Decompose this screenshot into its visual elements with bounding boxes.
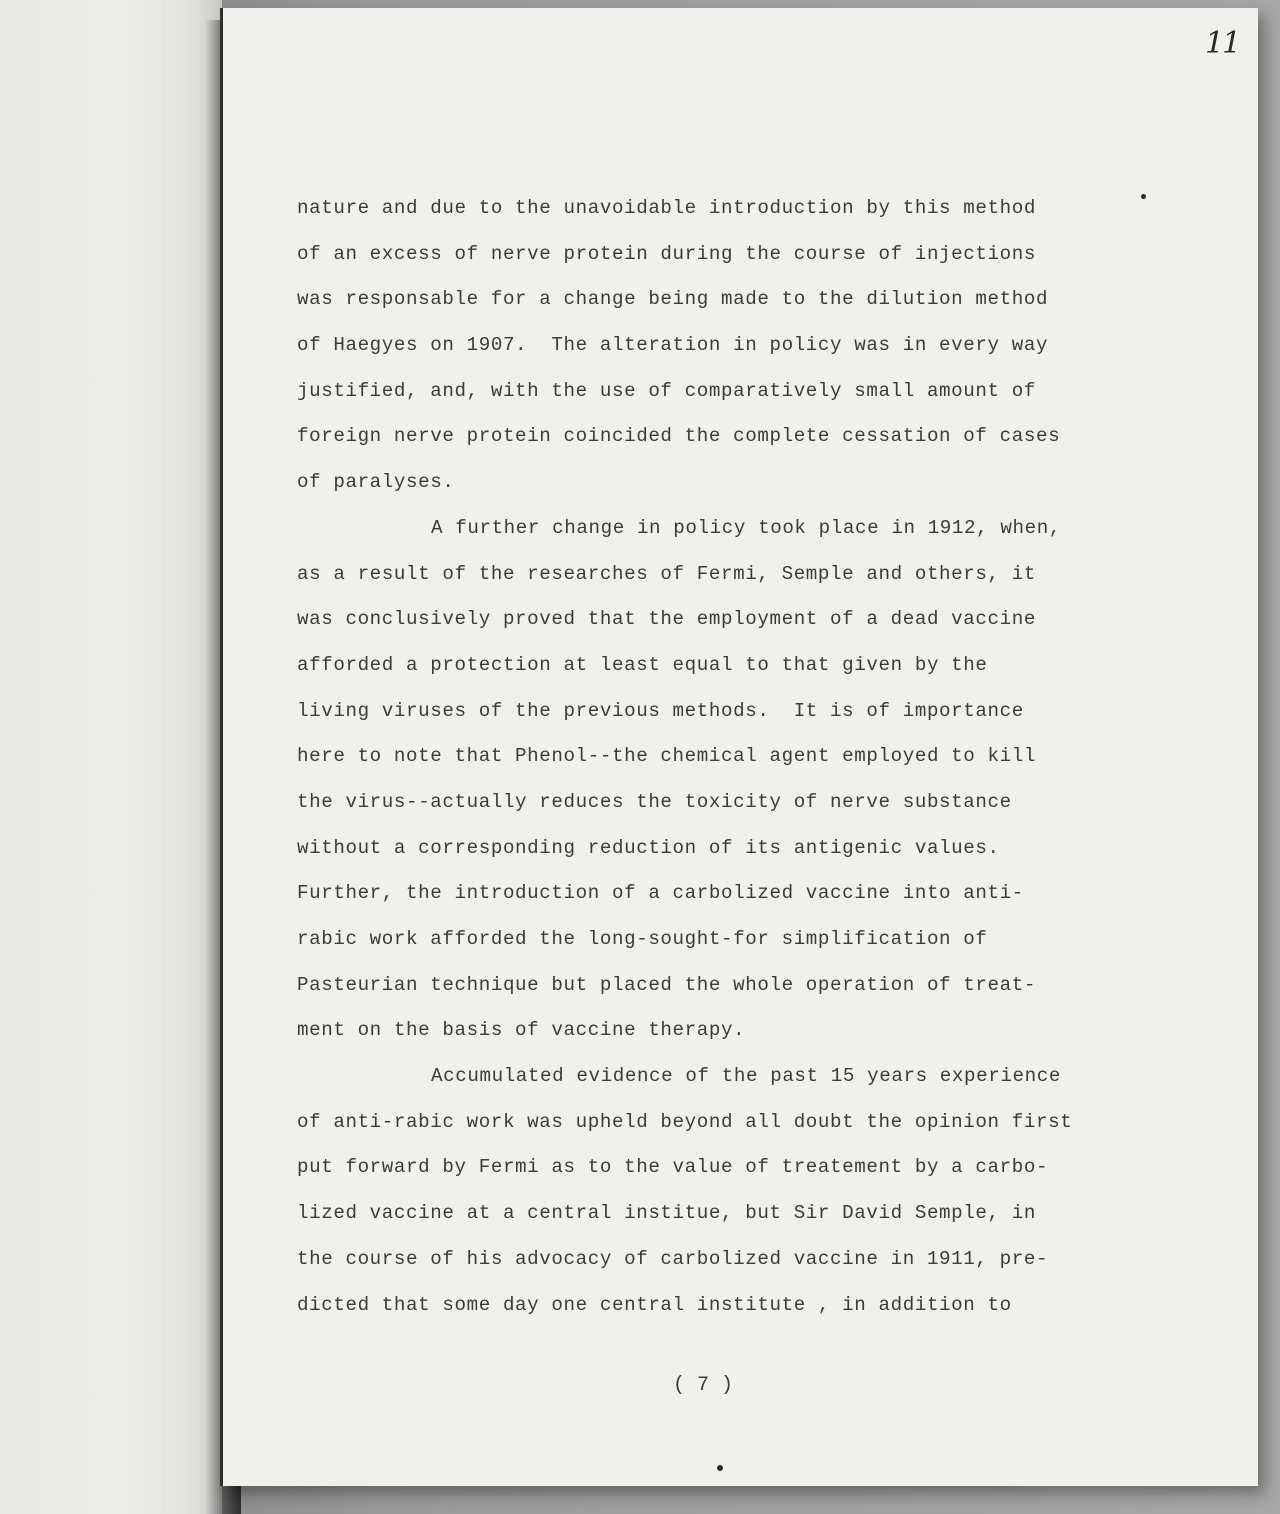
text-line: without a corresponding reduction of its antigenic values.: [297, 836, 1000, 859]
text-line: nature and due to the unavoidable introduction by this method: [297, 197, 1036, 219]
text-line: dicted that some day one central institute , in addition to: [297, 1293, 1012, 1316]
ink-speck: [717, 1465, 723, 1471]
paragraph-start-line: A further change in policy took place in 1912, when,: [431, 516, 1061, 539]
text-line: ment on the basis of vaccine therapy.: [297, 1019, 746, 1042]
text-line: was responsable for a change being made to the dilution method: [297, 288, 1049, 311]
body-text: [297, 186, 1197, 1328]
text-line: was conclusively proved that the employment of a dead vaccine: [297, 608, 1036, 631]
text-line: of Haegyes on 1907. The alteration in policy was in every way: [297, 334, 1049, 357]
text-line: justified, and, with the use of comparatively small amount of: [297, 379, 1036, 402]
facing-page: [0, 0, 222, 1514]
text-line: of an excess of nerve protein during the course of injections: [297, 242, 1036, 265]
text-line: living viruses of the previous methods. It is of importance: [297, 699, 1024, 722]
text-line: Pasteurian technique but placed the whole operation of treat-: [297, 973, 1036, 996]
handwritten-page-marker: 11: [1205, 26, 1240, 61]
text-line: the course of his advocacy of carbolized vaccine in 1911, pre-: [297, 1247, 1049, 1270]
text-line: here to note that Phenol--the chemical agent employed to kill: [297, 745, 1036, 768]
text-line: afforded a protection at least equal to that given by the: [297, 653, 988, 676]
text-line: Further, the introduction of a carbolized vaccine into anti-: [297, 882, 1024, 905]
text-line: of paralyses.: [297, 471, 455, 494]
text-line: lized vaccine at a central institue, but Sir David Semple, in: [297, 1202, 1036, 1225]
text-line: of anti-rabic work was upheld beyond all doubt the opinion first: [297, 1110, 1073, 1133]
typewritten-page: [220, 8, 1258, 1486]
text-line: as a result of the researches of Fermi, Semple and others, it: [297, 562, 1036, 585]
text-line: the virus--actually reduces the toxicity of nerve substance: [297, 790, 1012, 813]
paragraph-start-line: Accumulated evidence of the past 15 years experience: [431, 1065, 1061, 1088]
text-line: put forward by Fermi as to the value of treatement by a carbo-: [297, 1156, 1049, 1179]
ink-speck: [1141, 194, 1146, 199]
page-number: ( 7 ): [672, 1374, 733, 1397]
text-line: rabic work afforded the long-sought-for simplification of: [297, 928, 988, 950]
text-line: foreign nerve protein coincided the complete cessation of cases: [297, 425, 1061, 448]
